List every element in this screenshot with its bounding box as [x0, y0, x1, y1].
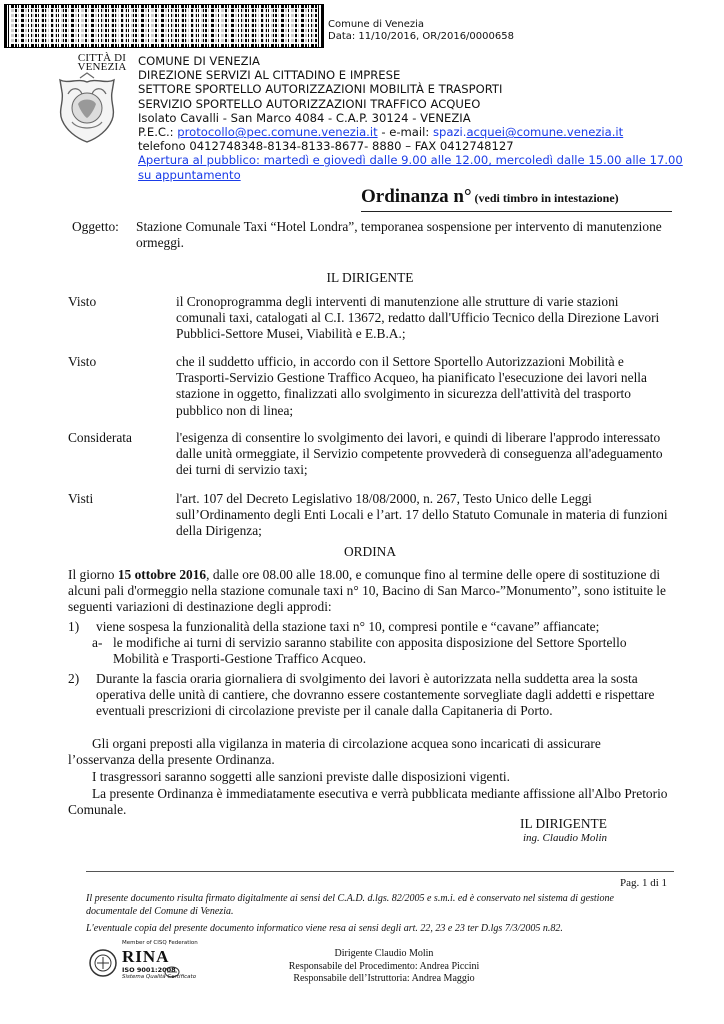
- signature-name: ing. Claudio Molin: [523, 832, 608, 844]
- crest-caption-line1: CITTÀ DI: [77, 52, 127, 64]
- venice-lion-crest: [50, 72, 124, 146]
- premise-1-line: il Cronoprogramma degli interventi di manutenzione alle strutture di varie stazioni: [176, 294, 619, 309]
- order-intro-line2: alcuni pali d'ormeggio nella stazione comunale taxi n° 10, Bacino di San Marco-”Monumento”, sono istituite le: [68, 583, 666, 599]
- closing-sanctions: I trasgressori saranno soggetti alle sanzioni previste dalle disposizioni vigenti.: [92, 769, 510, 784]
- order-intro: [68, 567, 672, 616]
- header-contacts: [138, 125, 683, 139]
- order-intro-start: Il giorno: [68, 567, 118, 582]
- protocol-barcode: [4, 4, 324, 48]
- order-intro-line1: [68, 567, 672, 583]
- rina-system: Sistema Qualità Certificato: [122, 974, 197, 980]
- order-item-1a-line1: le modifiche ai turni di servizio saranno stabilite con apposita disposizione del Settore Sportello: [113, 635, 627, 650]
- header-direzione: DIREZIONE SERVIZI AL CITTADINO E IMPRESE: [138, 68, 401, 83]
- order-item-1a-label: a-: [92, 635, 103, 650]
- page-number: Pag. 1 di 1: [620, 877, 668, 889]
- ordinance-title-note: (vedi timbro in intestazione): [471, 191, 619, 205]
- closing-publication-line1: La presente Ordinanza è immediatamente esecutiva e verrà pubblicata mediante affissione all'Albo Pretorio: [92, 786, 668, 801]
- ordinance-title: [361, 186, 619, 208]
- order-item-2-line: operativa delle unità di cantiere, che dovranno essere costantemente sorvegliate dagli addetti e rispettare: [96, 687, 655, 703]
- il-dirigente-heading: IL DIRIGENTE: [326, 270, 414, 285]
- closing-vigilance-line1: Gli organi preposti alla vigilanza in materia di circolazione acquea sono incaricati di assicurare: [92, 736, 601, 751]
- premise-3-line: dalle unità ormeggiate, il Servizio competente provvederà di conseguenza all'adeguamento: [176, 446, 663, 462]
- pec-label: P.E.C.:: [138, 125, 178, 140]
- premise-1-line: comunali taxi, catalogati al C.I. 13672, redatto dall'Ufficio Tecnico della Direzione Lavori: [176, 310, 660, 326]
- signature-title: IL DIRIGENTE: [520, 816, 607, 831]
- order-item-1-number: 1): [68, 619, 80, 634]
- iqnet-mark-icon: [164, 966, 180, 978]
- premise-1-text: [176, 294, 670, 343]
- rina-certification-logo: [88, 940, 198, 986]
- order-item-1a-line2: Mobilità e Trasporti-Gestione Traffico Acqueo.: [113, 651, 367, 667]
- order-intro-rest: , dalle ore 08.00 alle 18.00, e comunque fino al termine delle opere di sostituzione di: [206, 567, 661, 582]
- closing-publication-line2: Comunale.: [68, 802, 127, 818]
- ordinance-title-text: Ordinanza n°: [361, 186, 472, 207]
- order-item-2-line: eventuali prescrizioni di circolazione previste per il canale dalla Capitaneria di Porto.: [96, 703, 553, 719]
- email-link[interactable]: acquei@comune.venezia.it: [466, 125, 624, 140]
- ordina-heading: ORDINA: [343, 544, 397, 559]
- subject-line2: ormeggi.: [136, 235, 184, 251]
- closing-vigilance-line2: l’osservanza della presente Ordinanza.: [68, 752, 275, 768]
- header-settore: SETTORE SPORTELLO AUTORIZZAZIONI MOBILITÀ E TRASPORTI: [138, 82, 503, 97]
- footer-divider: [86, 871, 674, 872]
- protocol-stamp: [328, 19, 514, 43]
- premise-3-label: Considerata: [68, 430, 132, 445]
- email-prefix: spazi.: [432, 125, 467, 140]
- order-item-2-number: 2): [68, 671, 80, 686]
- premise-4-line: sull’Ordinamento degli Enti Locali e l’art. 17 dello Statuto Comunale in materia di funzioni: [176, 507, 668, 523]
- subject-text: [136, 219, 670, 251]
- signer-dirigente: Dirigente Claudio Molin: [334, 948, 434, 959]
- footer-copy-note: L'eventuale copia del presente documento informatico viene resa ai sensi degli art. 22, 23 e 23 ter D.lgs 7/3/2005 n.82.: [86, 923, 563, 934]
- header-phone: telefono 0412748348-8134-8133-8677- 8880 – FAX 0412748127: [138, 139, 514, 154]
- header-hours-line1[interactable]: Apertura al pubblico: martedì e giovedì dalle 9.00 alle 12.00, mercoledì dalle 15.00 alle 17.00: [138, 153, 683, 168]
- order-item-2-text: [96, 671, 672, 720]
- premise-4-label: Visti: [68, 491, 94, 506]
- premise-2-text: [176, 354, 670, 419]
- responsible-persons: [234, 948, 534, 986]
- header-comune: COMUNE DI VENEZIA: [138, 54, 260, 68]
- premise-3-text: [176, 430, 670, 479]
- closing-publication: [68, 786, 672, 818]
- premise-1-label: Visto: [68, 294, 97, 309]
- office-header: [138, 54, 683, 182]
- signer-istruttoria: Responsabile dell’Istruttoria: Andrea Maggio: [293, 973, 475, 984]
- order-date: 15 ottobre 2016: [117, 567, 207, 582]
- email-label: - e-mail:: [377, 125, 433, 140]
- subject-line1: Stazione Comunale Taxi “Hotel Londra”, temporanea sospensione per intervento di manutenzione: [136, 219, 662, 234]
- header-hours-line2[interactable]: su appuntamento: [138, 167, 241, 182]
- signer-procedimento: Responsabile del Procedimento: Andrea Piccini: [288, 960, 480, 972]
- stamp-date: Data: 11/10/2016, OR/2016/0000658: [328, 31, 514, 42]
- header-servizio: SERVIZIO SPORTELLO AUTORIZZAZIONI TRAFFICO ACQUEO: [138, 96, 481, 111]
- crest-caption: [72, 54, 132, 72]
- footer-digital-signature-note: [86, 893, 674, 918]
- footer-note1-line1: Il presente documento risulta firmato digitalmente ai sensi del C.A.D. d.lgs. 82/2005 e s.m.i. ed è conservato nel sistema di gestione: [86, 893, 614, 904]
- order-item-1a-text: [113, 635, 672, 667]
- crest-caption-line2: VENEZIA: [77, 61, 127, 73]
- premise-2-line: pubblico non di linea;: [176, 402, 294, 418]
- title-underline: [361, 211, 672, 212]
- subject-label: Oggetto:: [72, 219, 119, 234]
- pec-link[interactable]: protocollo@pec.comune.venezia.it: [177, 125, 378, 140]
- premise-3-line: dei turni di servizio taxi;: [176, 462, 308, 478]
- order-intro-line3: seguenti variazioni di destinazione degli approdi:: [68, 599, 332, 615]
- stamp-city: Comune di Venezia: [328, 19, 425, 30]
- premise-2-line: stazione in oggetto, finalizzati allo svolgimento in sicurezza dell'attività del trasporto: [176, 386, 631, 402]
- premise-1-line: Pubblici-Settore Musei, Viabilità e E.B.A.;: [176, 326, 406, 342]
- premise-2-line: che il suddetto ufficio, in accordo con il Settore Sportello Autorizzazioni Mobilità e: [176, 354, 624, 369]
- premise-4-line: l'art. 107 del Decreto Legislativo 18/08/2000, n. 267, Testo Unico delle Leggi: [176, 491, 592, 506]
- order-item-2-line: Durante la fascia oraria giornaliera di svolgimento dei lavori è autorizzata nella suddetta area la sosta: [96, 671, 638, 686]
- premise-4-text: [176, 491, 670, 540]
- order-item-1-text: viene sospesa la funzionalità della stazione taxi n° 10, compresi pontile e “cavane” affiancate;: [96, 619, 600, 634]
- premise-4-line: della Dirigenza;: [176, 523, 262, 539]
- header-address: Isolato Cavalli - San Marco 4084 - C.A.P. 30124 - VENEZIA: [138, 110, 471, 125]
- premise-2-label: Visto: [68, 354, 97, 369]
- premise-3-line: l'esigenza di consentire lo svolgimento dei lavori, e quindi di liberare l'approdo interessato: [176, 430, 661, 445]
- rina-name: RINA: [122, 947, 170, 966]
- rina-seal-icon: [88, 948, 118, 978]
- closing-vigilance: [68, 736, 672, 768]
- premise-2-line: Trasporti-Servizio Gestione Traffico Acqueo, ha pianificato l'esecuzione dei lavori nella: [176, 370, 647, 386]
- footer-note1-line2: documentale del Comune di Venezia.: [86, 905, 234, 917]
- rina-member: Member of CISQ Federation: [122, 940, 198, 946]
- rina-iso: ISO 9001:2008: [122, 966, 176, 974]
